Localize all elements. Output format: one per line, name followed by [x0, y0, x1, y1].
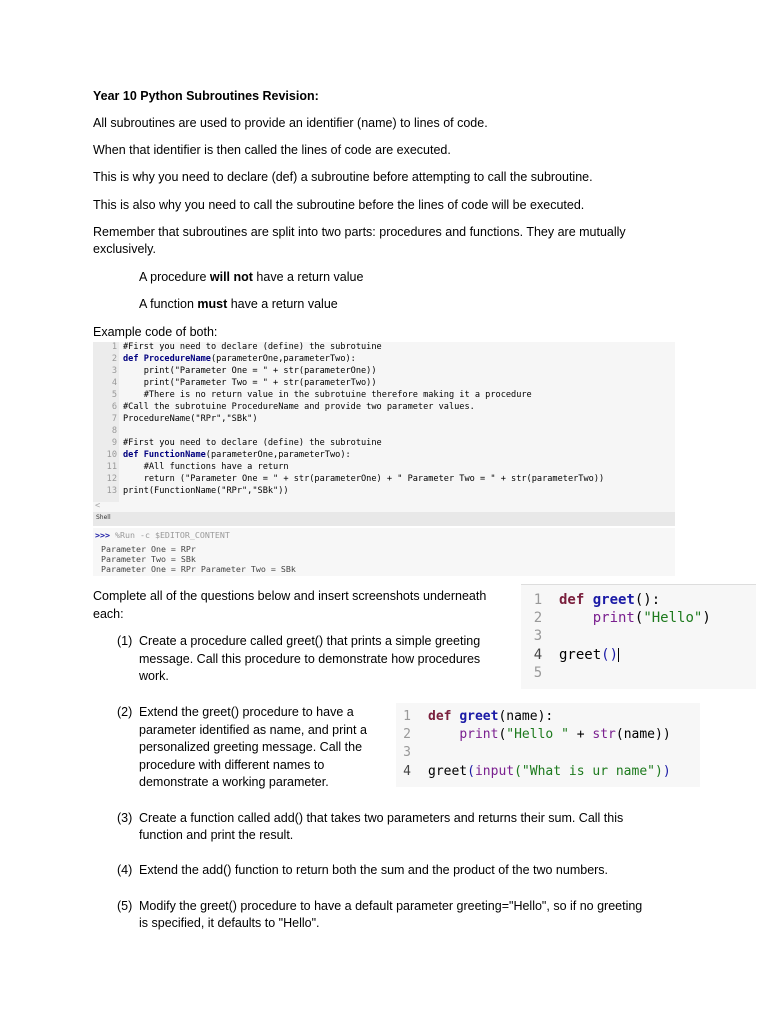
paragraph: When that identifier is then called the lines of code are executed. — [93, 143, 451, 157]
shell-tab-label: Shell — [96, 514, 111, 521]
line-number: 8 — [111, 426, 117, 436]
line-number: 4 — [111, 378, 117, 388]
line-number: 12 — [106, 474, 117, 484]
line-number: 13 — [106, 486, 117, 496]
question-number: (3) — [117, 811, 133, 825]
code-line: print("Hello") — [592, 610, 711, 626]
line-number: 3 — [403, 745, 411, 760]
line-number: 10 — [106, 450, 117, 460]
code-line: return ("Parameter One = " + str(parameterOne) + " Parameter Two = " + str(parameterTwo)) — [123, 474, 605, 484]
question-text: Modify the greet() procedure to have a default parameter greeting="Hello", so if no greeting — [139, 899, 643, 913]
code-line: print("Hello " + str(name)) — [459, 727, 671, 742]
paragraph: This is also why you need to call the subroutine before the lines of code will be executed. — [93, 198, 585, 212]
function-note: A function must have a return value — [139, 297, 338, 311]
shell-output — [93, 528, 675, 576]
line-number: 3 — [533, 628, 543, 644]
line-number: 5 — [533, 665, 543, 681]
code-line: def greet(): — [559, 592, 661, 608]
line-number: 1 — [111, 342, 117, 352]
paragraph: exclusively. — [93, 242, 156, 256]
code-line: print("Parameter One = " + str(parameterOne)) — [123, 366, 377, 376]
code-screenshot-editor — [93, 342, 675, 526]
code-line: #Call the subrotuine ProcedureName and provide two parameter values. — [123, 402, 475, 412]
line-number: 6 — [111, 402, 117, 412]
paragraph: This is why you need to declare (def) a subroutine before attempting to call the subroutine. — [93, 170, 593, 184]
code-screenshot-greet-name — [396, 703, 700, 787]
page-title: Year 10 Python Subroutines Revision: — [93, 89, 319, 103]
scroll-left-icon: < — [95, 501, 101, 511]
code-line: greet() — [559, 647, 619, 663]
code-line: #First you need to declare (define) the subrotuine — [123, 438, 382, 448]
text-cursor — [618, 648, 619, 662]
code-screenshot-greet — [521, 584, 756, 689]
paragraph: All subroutines are used to provide an identifier (name) to lines of code. — [93, 116, 488, 130]
line-number: 1 — [403, 709, 411, 724]
question-number: (2) — [117, 705, 133, 719]
question-text: is specified, it defaults to "Hello". — [139, 916, 320, 930]
shell-tab-bar — [93, 512, 675, 526]
code-line: #First you need to declare (define) the subrotuine — [123, 342, 382, 352]
line-number: 11 — [106, 462, 117, 472]
code-line: def ProcedureName(parameterOne,parameterTwo): — [123, 354, 356, 364]
question-text: parameter identified as name, and print a — [139, 723, 367, 737]
question-text: personalized greeting message. Call the — [139, 740, 363, 754]
line-number: 2 — [533, 610, 543, 626]
line-number: 7 — [111, 414, 117, 424]
question-text: function and print the result. — [139, 828, 294, 842]
question-number: (5) — [117, 899, 133, 913]
question-number: (4) — [117, 863, 133, 877]
code-line: ProcedureName("RPr","SBk") — [123, 414, 258, 424]
procedure-note: A procedure will not have a return value — [139, 270, 364, 284]
question-text: message. Call this procedure to demonstrate how procedures — [139, 652, 481, 666]
shell-output-line: Parameter One = RPr — [101, 544, 196, 554]
example-heading: Example code of both: — [93, 325, 218, 339]
question-text: demonstrate a working parameter. — [139, 775, 329, 789]
code-line: #All functions have a return — [123, 462, 289, 472]
question-text: procedure with different names to — [139, 758, 325, 772]
line-number: 4 — [403, 764, 411, 779]
question-text: Extend the greet() procedure to have a — [139, 705, 354, 719]
line-number: 2 — [403, 727, 411, 742]
code-line: print("Parameter Two = " + str(parameterTwo)) — [123, 378, 377, 388]
code-line: print(FunctionName("RPr","SBk")) — [123, 486, 289, 496]
line-number: 4 — [533, 647, 543, 663]
line-number: 3 — [111, 366, 117, 376]
line-number: 1 — [533, 592, 543, 608]
paragraph: Remember that subroutines are split into two parts: procedures and functions. They are mutually — [93, 225, 626, 239]
questions-intro: each: — [93, 607, 124, 621]
shell-output-line: Parameter Two = SBk — [101, 554, 196, 564]
questions-intro: Complete all of the questions below and insert screenshots underneath — [93, 589, 487, 603]
code-line: def greet(name): — [428, 709, 554, 724]
line-number: 9 — [111, 438, 117, 448]
question-number: (1) — [117, 634, 133, 648]
shell-command: >>> %Run -c $EDITOR_CONTENT — [95, 530, 230, 540]
line-number: 5 — [111, 390, 117, 400]
code-line: def FunctionName(parameterOne,parameterTwo): — [123, 450, 351, 460]
shell-output-line: Parameter One = RPr Parameter Two = SBk — [101, 564, 296, 574]
code-line: greet(input("What is ur name")) — [428, 764, 671, 779]
line-number: 2 — [111, 354, 117, 364]
question-text: Create a function called add() that takes two parameters and returns their sum. Call this — [139, 811, 624, 825]
question-text: Create a procedure called greet() that prints a simple greeting — [139, 634, 481, 648]
code-line: #There is no return value in the subrotuine therefore making it a procedure — [123, 390, 532, 400]
question-text: work. — [139, 669, 169, 683]
question-text: Extend the add() function to return both the sum and the product of the two numbers. — [139, 863, 609, 877]
